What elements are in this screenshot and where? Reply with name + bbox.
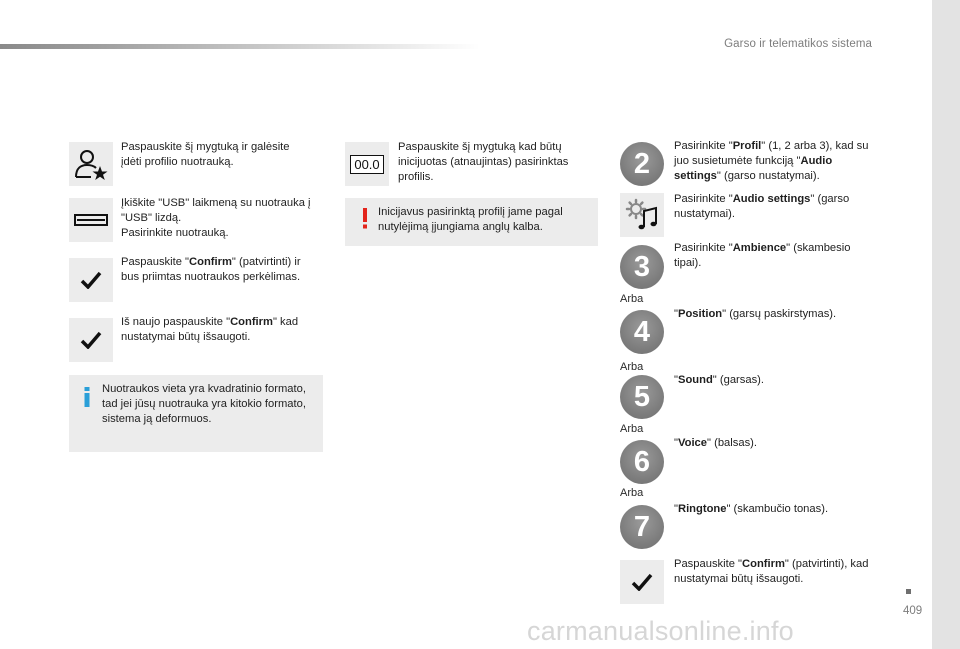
step-4-text: [674, 307, 874, 322]
final-confirm-text: [674, 557, 874, 587]
watermark: carmanualsonline.info: [527, 616, 794, 646]
checkmark-icon: [80, 331, 102, 349]
profile-photo-icon-button[interactable]: [69, 142, 113, 186]
page-header-title: Garso ir telematikos sistema: [724, 38, 872, 50]
usb-instruction-line2: Pasirinkite nuotrauką.: [121, 227, 229, 240]
confirm-button-2[interactable]: [69, 318, 113, 362]
confirm-transfer-text: [121, 255, 321, 285]
warning-exclamation-icon: [362, 208, 368, 229]
arba-label-2: Arba: [620, 361, 644, 373]
text-part: " (garsas).: [712, 374, 765, 386]
text-part: ": [674, 308, 678, 320]
user-star-icon: [73, 146, 109, 182]
text-part: " (patvirtinti) ir bus priimtas nuotraukos perkėlimas.: [121, 256, 301, 284]
text-part: " (balsas).: [707, 437, 757, 449]
step-badge-6: 6: [620, 440, 664, 484]
confirm-keyword: Confirm: [230, 316, 273, 328]
confirm-button-3[interactable]: [620, 560, 664, 604]
step-6-text: [674, 436, 874, 451]
info-note-text: Nuotraukos vieta yra kvadratinio formato, tad jei jūsų nuotrauka yra kitokio formato, sistema ją deformuos.: [102, 383, 306, 426]
text-part: Pasirinkite ": [674, 140, 733, 152]
text-part: Paspauskite ": [121, 256, 190, 268]
arba-label-4: Arba: [620, 487, 644, 499]
step-3-text: [674, 241, 874, 271]
audio-settings-keyword: Audio settings: [674, 155, 833, 183]
audio-settings-text: [674, 192, 874, 222]
gear-music-note-icon: [624, 197, 660, 233]
text-part: Paspauskite ": [674, 558, 743, 570]
step-badge-2: 2: [620, 142, 664, 186]
reset-button-label: 00.0: [350, 155, 383, 174]
usb-instruction-line1: Įkiškite "USB" laikmeną su nuotrauka į "USB" lizdą.: [121, 197, 311, 225]
reset-profile-button[interactable]: [345, 142, 389, 186]
profile-photo-instruction: Paspauskite šį mygtuką ir galėsite įdėti profilio nuotrauką.: [121, 141, 290, 169]
text-part: Pasirinkite ": [674, 242, 733, 254]
confirm-button-1[interactable]: [69, 258, 113, 302]
text-part: ": [674, 437, 678, 449]
step-badge-7: 7: [620, 505, 664, 549]
audio-settings-icon-button[interactable]: [620, 193, 664, 237]
step-5-text: [674, 373, 874, 388]
text-part: " (1, 2 arba 3), kad su juo susietumėte funkciją ": [674, 140, 869, 168]
text-part: " (garso nustatymai).: [674, 193, 850, 221]
text-part: " (skambesio tipai).: [674, 242, 851, 270]
info-icon: [83, 387, 91, 407]
confirm-save-text: [121, 315, 321, 345]
text-part: ": [674, 503, 678, 515]
arba-label-1: Arba: [620, 293, 644, 305]
warning-note: [345, 198, 598, 246]
profil-keyword: Profil: [732, 140, 762, 152]
position-keyword: Position: [677, 308, 723, 320]
confirm-keyword: Confirm: [742, 558, 785, 570]
text-part: " kad nustatymai būtų išsaugoti.: [121, 316, 299, 344]
confirm-keyword: Confirm: [189, 256, 232, 268]
step-badge-3: 3: [620, 245, 664, 289]
info-note: [69, 375, 323, 452]
warning-note-text: Inicijavus pasirinktą profilį jame pagal nutylėjimą įjungiama anglų kalba.: [378, 206, 563, 234]
text-part: " (skambučio tonas).: [726, 503, 829, 515]
header-gradient-bar: [0, 44, 480, 49]
page-number: 409: [903, 605, 923, 617]
text-part: " (garsų paskirstymas).: [722, 308, 837, 320]
reset-profile-instruction: Paspauskite šį mygtuką kad būtų inicijuotas (atnaujintas) pasirinktas profilis.: [398, 141, 569, 184]
arba-label-3: Arba: [620, 423, 644, 435]
step-badge-4: 4: [620, 310, 664, 354]
right-margin-strip: [932, 0, 960, 649]
checkmark-icon: [631, 573, 653, 591]
checkmark-icon: [80, 271, 102, 289]
step-badge-5: 5: [620, 375, 664, 419]
text-part: " (patvirtinti), kad nustatymai būtų išsaugoti.: [674, 558, 869, 586]
text-part: Iš naujo paspauskite ": [121, 316, 231, 328]
sound-keyword: Sound: [677, 374, 713, 386]
text-part: " (garso nustatymai).: [716, 170, 820, 183]
ambience-keyword: Ambience: [732, 242, 787, 254]
usb-icon: [69, 198, 113, 242]
voice-keyword: Voice: [677, 437, 708, 449]
step-7-text: [674, 502, 874, 517]
text-part: ": [674, 374, 678, 386]
ringtone-keyword: Ringtone: [677, 503, 727, 515]
usb-instruction: [121, 196, 326, 242]
text-part: Pasirinkite ": [674, 193, 733, 205]
usb-stick-icon: [74, 213, 108, 227]
step-2-text: [674, 139, 874, 185]
page-marker: [906, 589, 911, 594]
audio-settings-keyword: Audio settings: [732, 193, 811, 205]
